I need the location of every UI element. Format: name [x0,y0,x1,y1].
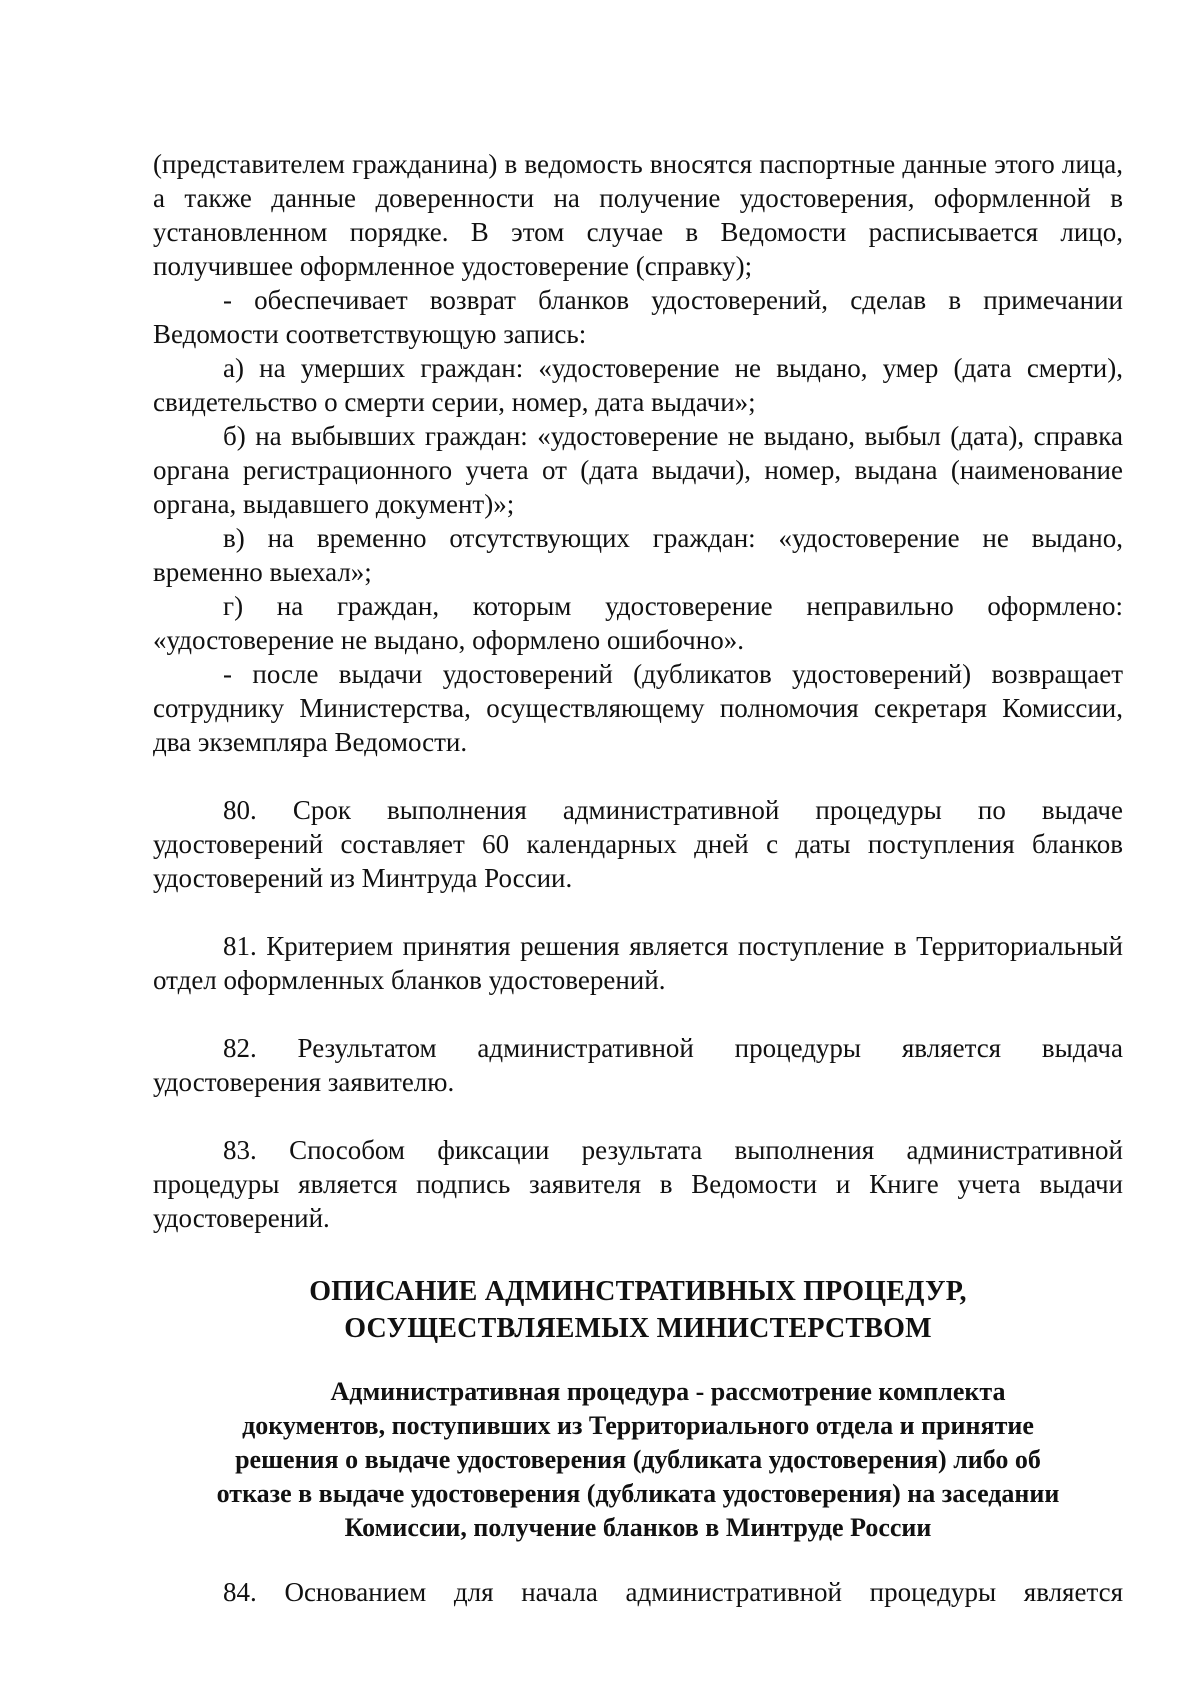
item-82: 82. Результатом административной процедуры является выдача удостоверения заявителю. [153,1033,1123,1097]
paragraph-temporarily-absent: в) на временно отсутствующих граждан: «удостоверение не выдано, временно выехал»; [153,523,1123,587]
item-81: 81. Критерием принятия решения является поступление в Территориальный отдел оформленных бланков удостоверений. [153,931,1123,995]
paragraph-deceased: а) на умерших граждан: «удостоверение не выдано, умер (дата смерти), свидетельство о смерти серии, номер, дата выдачи»; [153,353,1123,417]
subheading-line-1: Административная процедура - рассмотрение комплекта [330,1377,1006,1406]
subheading-line-4: отказе в выдаче удостоверения (дубликата удостоверения) на заседании [216,1479,1060,1508]
subheading-line-5: Комиссии, получение бланков в Минтруде России [344,1513,932,1542]
subheading-line-3: решения о выдаче удостоверения (дубликата удостоверения) либо об [235,1445,1041,1474]
item-83: 83. Способом фиксации результата выполнения административной процедуры является подпись заявителя в Ведомости и Книге учета выдачи удостоверений. [153,1135,1123,1233]
item-80: 80. Срок выполнения административной процедуры по выдаче удостоверений составляет 60 календарных дней с даты поступления бланков удостоверений из Минтруда России. [153,795,1123,893]
procedure-subheading [153,1375,1123,1545]
document-body [153,147,1123,1609]
paragraph-continuation: (представителем гражданина) в ведомость вносятся паспортные данные этого лица, а также данные доверенности на получение удостоверения, оформленной в установленном порядке. В этом случае в Ведомости расписывается лицо, получившее оформленное удостоверение (справку); [153,149,1123,281]
paragraph-return-blanks: - обеспечивает возврат бланков удостоверений, сделав в примечании Ведомости соответствующую запись: [153,285,1123,349]
item-84: 84. Основанием для начала административной процедуры является [223,1577,1123,1607]
section-heading-line-1: ОПИСАНИЕ АДМИНСТРАТИВНЫХ ПРОЦЕДУР, [309,1276,967,1307]
section-heading-line-2: ОСУЩЕСТВЛЯЕМЫХ МИНИСТЕРСТВОМ [344,1313,932,1344]
subheading-line-2: документов, поступивших из Территориального отдела и принятие [242,1411,1034,1440]
paragraph-after-issuance: - после выдачи удостоверений (дубликатов удостоверений) возвращает сотруднику Министерства, осуществляющему полномочия секретаря Комиссии, два экземпляра Ведомости. [153,659,1123,757]
paragraph-incorrectly-issued: г) на граждан, которым удостоверение неправильно оформлено: «удостоверение не выдано, оформлено ошибочно». [153,591,1123,655]
paragraph-departed: б) на выбывших граждан: «удостоверение не выдано, выбыл (дата), справка органа регистрационного учета от (дата выдачи), номер, выдана (наименование органа, выдавшего документ)»; [153,421,1123,519]
section-heading [153,1273,1123,1347]
